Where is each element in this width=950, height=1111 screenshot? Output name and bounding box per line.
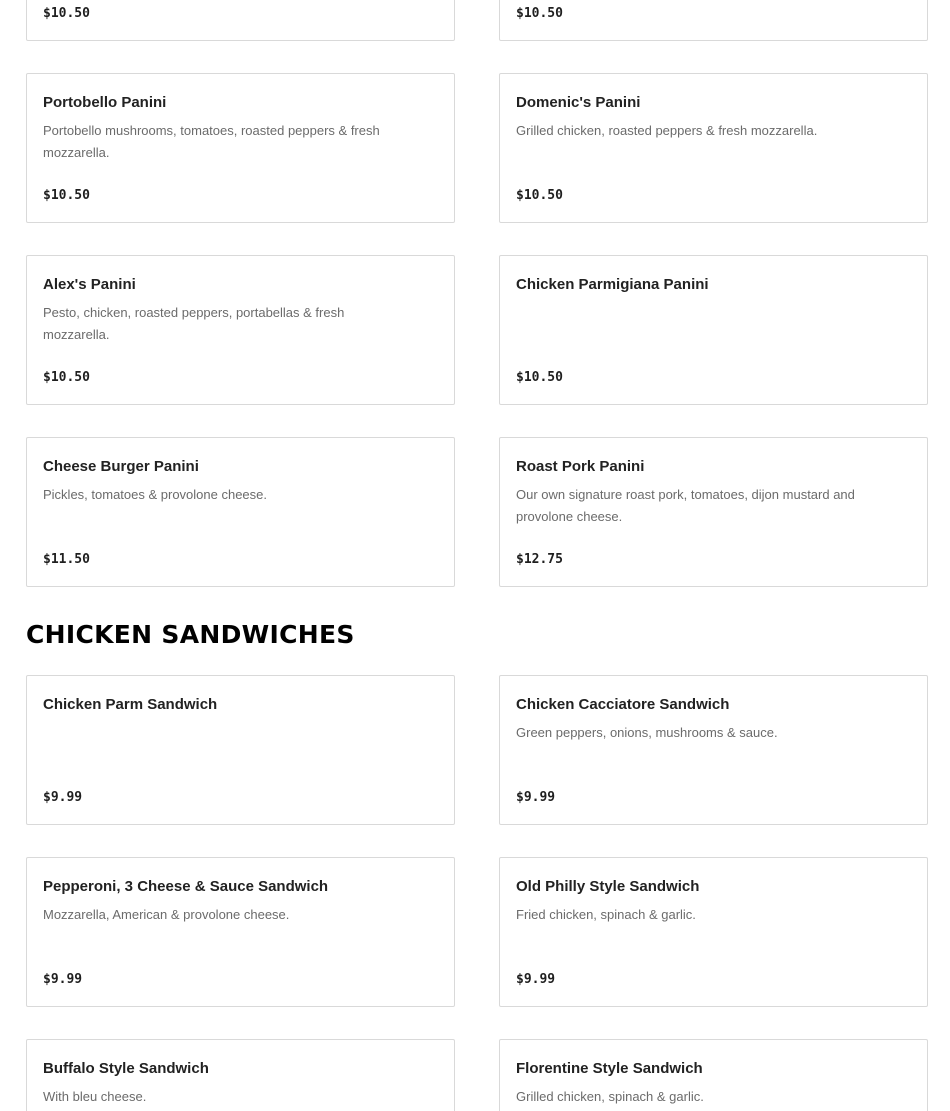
menu-item-description: Grilled chicken, roasted peppers & fresh mozzarella. xyxy=(516,123,818,138)
menu-item-price: $12.75 xyxy=(516,552,563,567)
menu-item-name: Florentine Style Sandwich xyxy=(516,1060,703,1077)
menu-item-name: Old Philly Style Sandwich xyxy=(516,878,700,895)
menu-item-name: Portobello Panini xyxy=(43,94,167,111)
menu-item-description: Fried chicken, spinach & garlic. xyxy=(516,907,696,922)
menu-item-name: Roast Pork Panini xyxy=(516,458,645,475)
menu-item-price: $10.50 xyxy=(516,370,563,385)
menu-item-name: Chicken Parmigiana Panini xyxy=(516,276,709,293)
menu-item-card[interactable] xyxy=(499,1039,928,1111)
menu-item-card[interactable] xyxy=(499,255,928,405)
section-heading: CHICKEN SANDWICHES xyxy=(26,620,355,649)
menu-item-description: Portobello mushrooms, tomatoes, roasted peppers & fresh mozzarella. xyxy=(43,123,380,160)
menu-item-price: $9.99 xyxy=(516,972,556,987)
menu-item-card[interactable] xyxy=(499,0,928,41)
menu-item-description: Our own signature roast pork, tomatoes, dijon mustard and provolone cheese. xyxy=(516,487,855,524)
menu-item-price: $10.50 xyxy=(516,188,563,203)
menu-item-card[interactable] xyxy=(499,437,928,587)
menu-item-price: $10.50 xyxy=(43,370,90,385)
menu-item-price: $10.50 xyxy=(43,6,90,21)
menu-item-description: Mozzarella, American & provolone cheese. xyxy=(43,907,290,922)
menu-item-card[interactable] xyxy=(499,73,928,223)
menu-item-price: $11.50 xyxy=(43,552,90,567)
menu-item-card[interactable] xyxy=(26,0,455,41)
menu-item-description: Green peppers, onions, mushrooms & sauce. xyxy=(516,725,778,740)
menu-item-name: Chicken Cacciatore Sandwich xyxy=(516,696,730,713)
menu-item-name: Pepperoni, 3 Cheese & Sauce Sandwich xyxy=(43,878,329,895)
menu-item-price: $9.99 xyxy=(516,790,556,805)
menu-item-card[interactable] xyxy=(26,255,455,405)
menu-item-price: $9.99 xyxy=(43,972,83,987)
menu-item-name: Domenic's Panini xyxy=(516,94,641,111)
menu-item-description: Pickles, tomatoes & provolone cheese. xyxy=(43,487,268,502)
menu-item-name: Alex's Panini xyxy=(43,276,136,293)
menu-item-name: Buffalo Style Sandwich xyxy=(43,1060,209,1077)
menu-item-price: $10.50 xyxy=(43,188,90,203)
menu-item-card[interactable] xyxy=(26,675,455,825)
menu-item-price: $9.99 xyxy=(43,790,83,805)
menu-item-name: Cheese Burger Panini xyxy=(43,458,199,475)
menu-item-name: Chicken Parm Sandwich xyxy=(43,696,218,713)
menu-item-card[interactable] xyxy=(26,857,455,1007)
menu-item-price: $10.50 xyxy=(516,6,563,21)
menu-item-card[interactable] xyxy=(26,1039,455,1111)
menu-item-description: Grilled chicken, spinach & garlic. xyxy=(516,1089,704,1104)
menu-item-card[interactable] xyxy=(499,675,928,825)
menu-item-card[interactable] xyxy=(499,857,928,1007)
menu-item-description: Pesto, chicken, roasted peppers, portabellas & fresh mozzarella. xyxy=(43,305,345,342)
menu-item-card[interactable] xyxy=(26,73,455,223)
menu-item-card[interactable] xyxy=(26,437,455,587)
menu-item-description: With bleu cheese. xyxy=(43,1089,147,1104)
